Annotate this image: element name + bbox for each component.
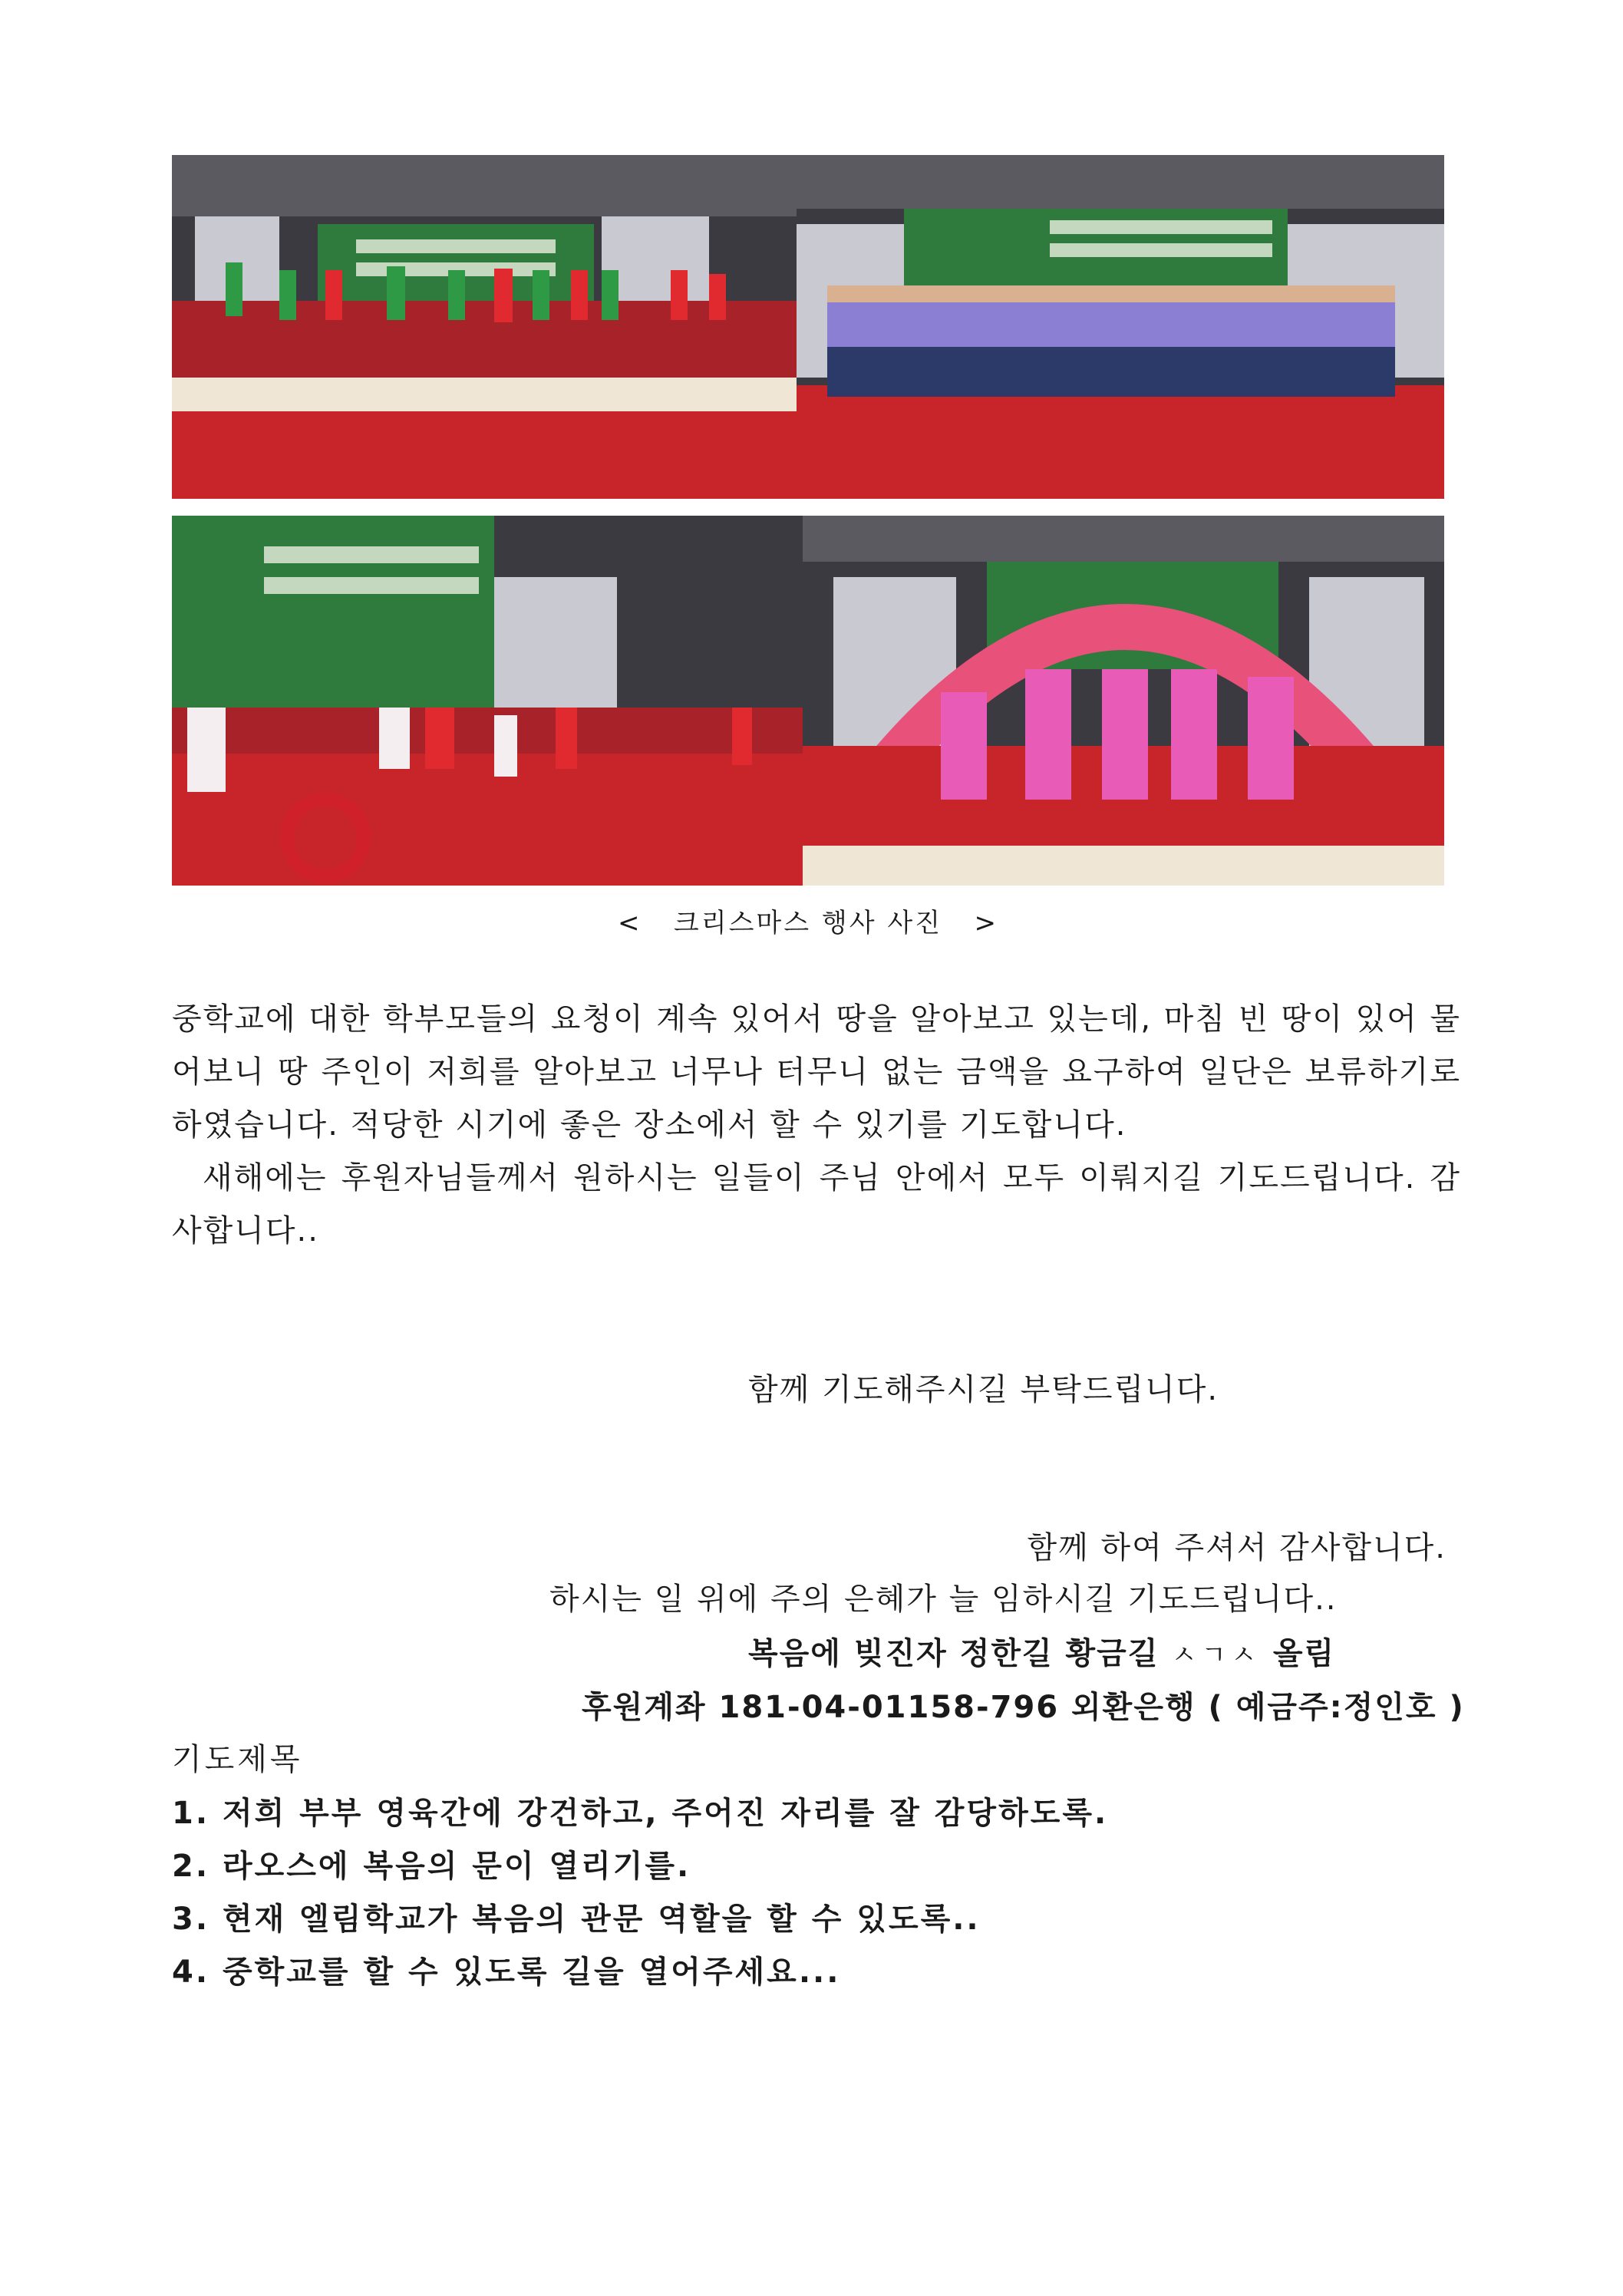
sender-names: 복음에 빚진자 정한길 황금길 — [748, 1636, 1160, 1671]
sender-suffix: ㅅㄱㅅ — [1171, 1640, 1261, 1671]
prayer-topics-heading: 기도제목 — [172, 1742, 303, 1777]
donation-account: 후원계좌 181-04-01158-796 외환은행 ( 예금주:정인호 ) — [582, 1690, 1465, 1725]
prayer-item: 1. 저희 부부 영육간에 강건하고, 주어진 자리를 잘 감당하도록. — [172, 1796, 1109, 1831]
prayer-request-line: 함께 기도해주시길 부탁드립니다. — [748, 1372, 1219, 1407]
prayer-item: 4. 중학교를 할 수 있도록 길을 열어주세요... — [172, 1955, 841, 1990]
christmas-children-dance-photo — [172, 155, 797, 499]
christmas-kids-performance-photo — [172, 516, 803, 886]
sender-closing: 올림 — [1272, 1636, 1336, 1671]
christmas-teachers-group-photo — [797, 155, 1444, 499]
prayer-topics-list — [172, 1787, 1108, 1999]
christmas-fan-dance-photo — [803, 516, 1444, 886]
blessing-line: 하시는 일 위에 주의 은혜가 늘 임하시길 기도드립니다.. — [549, 1582, 1338, 1617]
prayer-item: 2. 라오스에 복음의 문이 열리기를. — [172, 1849, 691, 1884]
paragraph-new-year-wishes: 새해에는 후원자님들께서 원하시는 일들이 주님 안에서 모두 이뤄지길 기도드립니다. 감사합니다.. — [172, 1160, 1461, 1249]
photo-caption: < 크리스마스 행사 사진 > — [617, 908, 999, 939]
sender-signature — [748, 1629, 1335, 1673]
thanks-line: 함께 하여 주셔서 감사합니다. — [1027, 1530, 1447, 1565]
prayer-item: 3. 현재 엘림학교가 복음의 관문 역할을 할 수 있도록.. — [172, 1902, 981, 1937]
newsletter-body — [172, 993, 1461, 1258]
paragraph-land-search: 중학교에 대한 학부모들의 요청이 계속 있어서 땅을 알아보고 있는데, 마침 빈 땅이 있어 물어보니 땅 주인이 저희를 알아보고 너무나 터무니 없는 금액을 요구하여 일단은 보류하기로 하였습니다. 적당한 시기에 좋은 장소에서 할 수 있기를 기도합니다. — [172, 1001, 1461, 1143]
